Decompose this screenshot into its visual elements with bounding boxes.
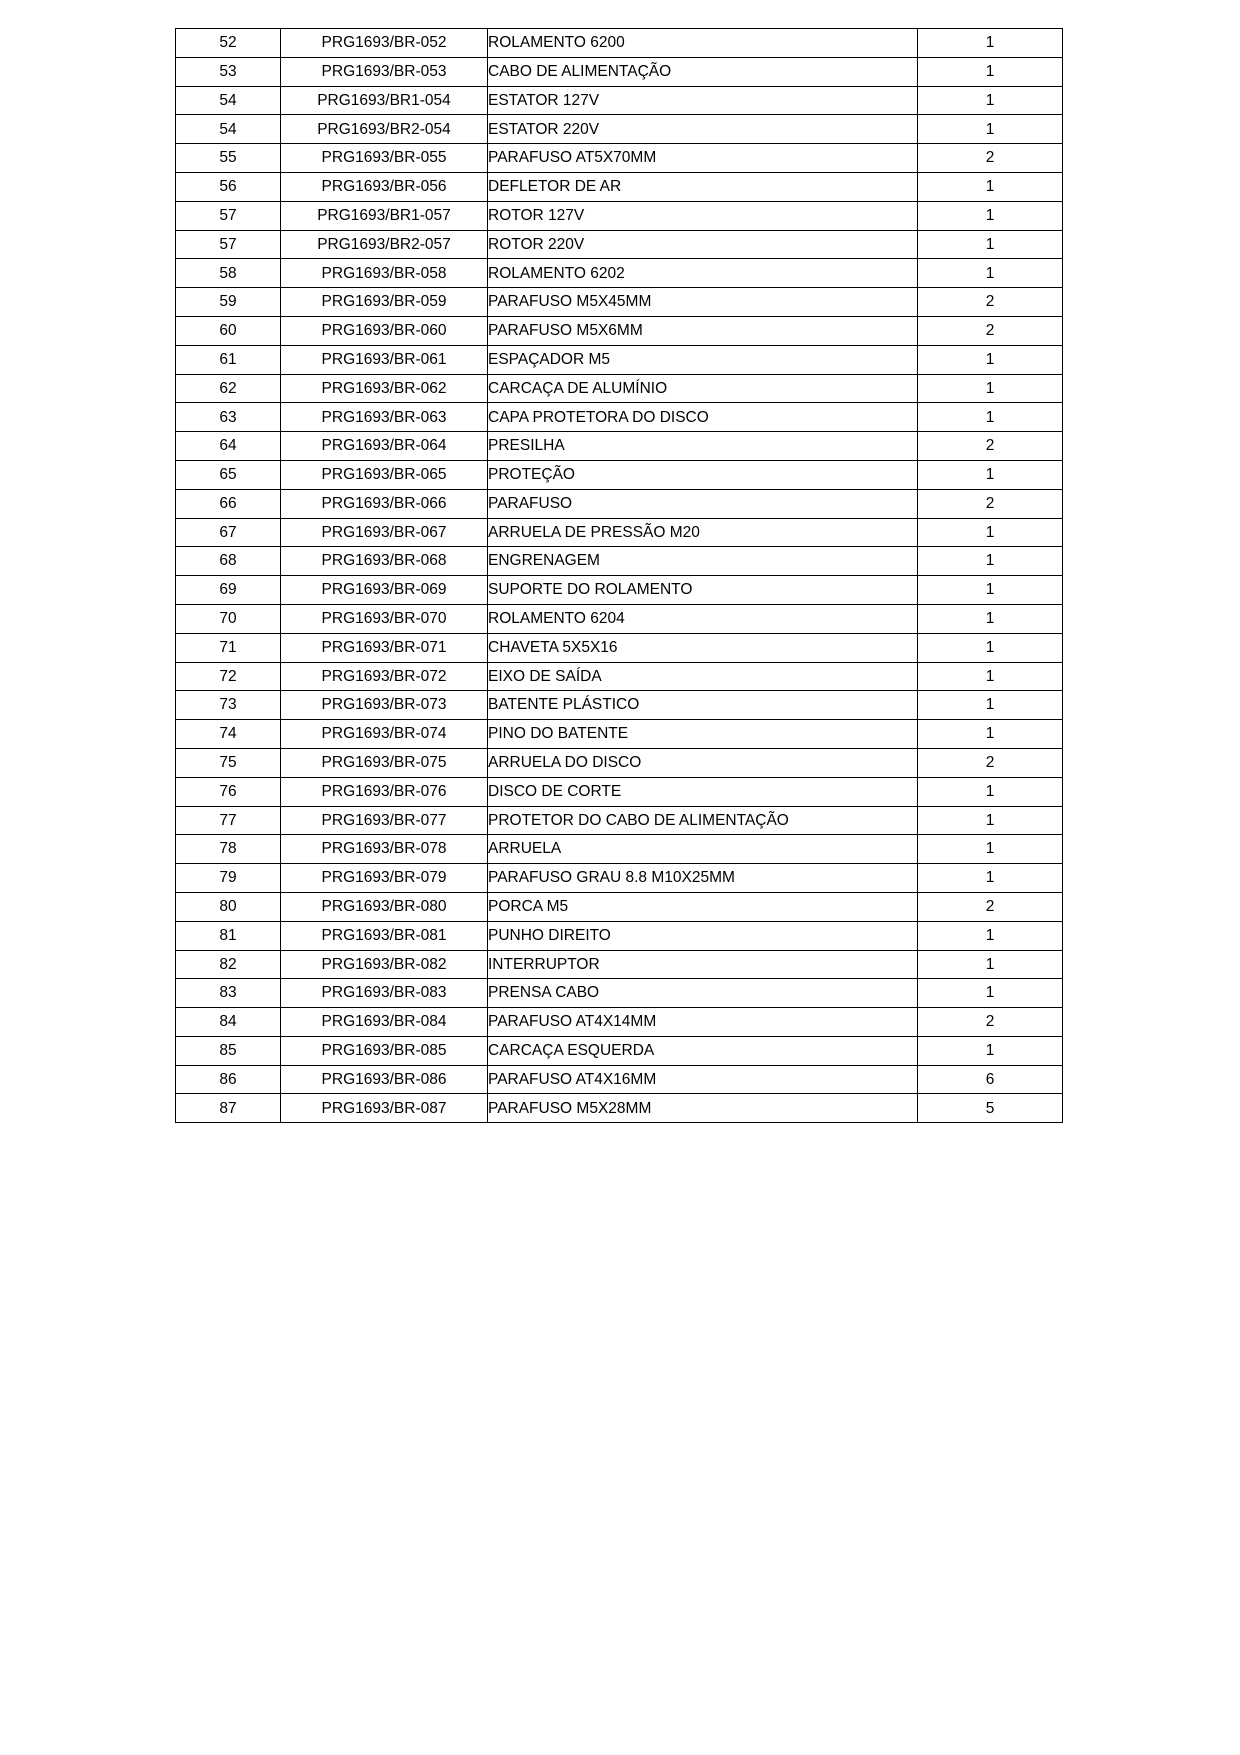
code-cell: PRG1693/BR-059 [281,288,488,317]
code-cell: PRG1693/BR-064 [281,432,488,461]
qty-cell: 1 [918,403,1063,432]
qty-cell: 2 [918,432,1063,461]
table-row [176,345,1063,374]
table-row [176,835,1063,864]
item-cell: 53 [176,57,281,86]
qty-cell: 1 [918,230,1063,259]
qty-cell: 1 [918,1036,1063,1065]
table-row [176,633,1063,662]
qty-cell: 1 [918,835,1063,864]
qty-cell: 1 [918,864,1063,893]
table-row [176,460,1063,489]
item-cell: 84 [176,1008,281,1037]
table-row [176,720,1063,749]
description-cell: CAPA PROTETORA DO DISCO [488,403,918,432]
table-row [176,259,1063,288]
item-cell: 54 [176,115,281,144]
qty-cell: 1 [918,720,1063,749]
qty-cell: 1 [918,777,1063,806]
item-cell: 63 [176,403,281,432]
qty-cell: 1 [918,29,1063,58]
description-cell: PUNHO DIREITO [488,921,918,950]
table-row [176,777,1063,806]
item-cell: 79 [176,864,281,893]
description-cell: ROTOR 220V [488,230,918,259]
description-cell: PARAFUSO AT4X14MM [488,1008,918,1037]
table-row [176,864,1063,893]
qty-cell: 1 [918,86,1063,115]
parts-table [175,28,1063,1123]
description-cell: ROTOR 127V [488,201,918,230]
table-row [176,201,1063,230]
qty-cell: 1 [918,460,1063,489]
qty-cell: 2 [918,489,1063,518]
table-row [176,86,1063,115]
item-cell: 82 [176,950,281,979]
qty-cell: 1 [918,345,1063,374]
qty-cell: 1 [918,633,1063,662]
description-cell: PRENSA CABO [488,979,918,1008]
description-cell: ARRUELA [488,835,918,864]
item-cell: 69 [176,576,281,605]
item-cell: 54 [176,86,281,115]
table-row [176,1008,1063,1037]
code-cell: PRG1693/BR-058 [281,259,488,288]
table-row [176,316,1063,345]
item-cell: 61 [176,345,281,374]
code-cell: PRG1693/BR2-054 [281,115,488,144]
item-cell: 57 [176,201,281,230]
item-cell: 80 [176,892,281,921]
table-row [176,662,1063,691]
code-cell: PRG1693/BR-078 [281,835,488,864]
qty-cell: 2 [918,316,1063,345]
table-row [176,288,1063,317]
qty-cell: 1 [918,806,1063,835]
item-cell: 81 [176,921,281,950]
description-cell: ENGRENAGEM [488,547,918,576]
table-row [176,806,1063,835]
code-cell: PRG1693/BR-063 [281,403,488,432]
description-cell: ESTATOR 220V [488,115,918,144]
description-cell: ROLAMENTO 6200 [488,29,918,58]
qty-cell: 6 [918,1065,1063,1094]
qty-cell: 1 [918,57,1063,86]
parts-table-body [176,29,1063,1123]
code-cell: PRG1693/BR-074 [281,720,488,749]
code-cell: PRG1693/BR1-054 [281,86,488,115]
description-cell: PROTEÇÃO [488,460,918,489]
description-cell: ESTATOR 127V [488,86,918,115]
qty-cell: 1 [918,259,1063,288]
table-row [176,403,1063,432]
code-cell: PRG1693/BR-084 [281,1008,488,1037]
code-cell: PRG1693/BR-080 [281,892,488,921]
item-cell: 78 [176,835,281,864]
table-row [176,748,1063,777]
item-cell: 66 [176,489,281,518]
code-cell: PRG1693/BR-076 [281,777,488,806]
code-cell: PRG1693/BR-073 [281,691,488,720]
item-cell: 55 [176,144,281,173]
code-cell: PRG1693/BR-056 [281,172,488,201]
qty-cell: 1 [918,518,1063,547]
table-row [176,1036,1063,1065]
qty-cell: 2 [918,288,1063,317]
qty-cell: 5 [918,1094,1063,1123]
table-row [176,979,1063,1008]
qty-cell: 1 [918,115,1063,144]
qty-cell: 1 [918,576,1063,605]
code-cell: PRG1693/BR-077 [281,806,488,835]
description-cell: PARAFUSO AT5X70MM [488,144,918,173]
description-cell: PARAFUSO M5X6MM [488,316,918,345]
table-row [176,950,1063,979]
code-cell: PRG1693/BR-079 [281,864,488,893]
description-cell: ARRUELA DE PRESSÃO M20 [488,518,918,547]
code-cell: PRG1693/BR-066 [281,489,488,518]
table-row [176,576,1063,605]
description-cell: ROLAMENTO 6204 [488,604,918,633]
item-cell: 75 [176,748,281,777]
table-row [176,604,1063,633]
code-cell: PRG1693/BR-067 [281,518,488,547]
description-cell: PRESILHA [488,432,918,461]
qty-cell: 2 [918,892,1063,921]
item-cell: 77 [176,806,281,835]
item-cell: 62 [176,374,281,403]
description-cell: ROLAMENTO 6202 [488,259,918,288]
description-cell: ARRUELA DO DISCO [488,748,918,777]
qty-cell: 1 [918,201,1063,230]
qty-cell: 1 [918,547,1063,576]
description-cell: DISCO DE CORTE [488,777,918,806]
item-cell: 68 [176,547,281,576]
description-cell: PARAFUSO [488,489,918,518]
description-cell: DEFLETOR DE AR [488,172,918,201]
table-row [176,144,1063,173]
qty-cell: 1 [918,604,1063,633]
qty-cell: 1 [918,979,1063,1008]
code-cell: PRG1693/BR-052 [281,29,488,58]
table-row [176,892,1063,921]
code-cell: PRG1693/BR-086 [281,1065,488,1094]
code-cell: PRG1693/BR-072 [281,662,488,691]
code-cell: PRG1693/BR-075 [281,748,488,777]
table-row [176,432,1063,461]
code-cell: PRG1693/BR-082 [281,950,488,979]
description-cell: CARCAÇA DE ALUMÍNIO [488,374,918,403]
table-row [176,691,1063,720]
item-cell: 67 [176,518,281,547]
table-row [176,29,1063,58]
description-cell: PARAFUSO M5X28MM [488,1094,918,1123]
item-cell: 65 [176,460,281,489]
description-cell: SUPORTE DO ROLAMENTO [488,576,918,605]
description-cell: CABO DE ALIMENTAÇÃO [488,57,918,86]
code-cell: PRG1693/BR-071 [281,633,488,662]
qty-cell: 1 [918,691,1063,720]
item-cell: 60 [176,316,281,345]
qty-cell: 1 [918,172,1063,201]
table-row [176,1094,1063,1123]
description-cell: PARAFUSO GRAU 8.8 M10X25MM [488,864,918,893]
table-row [176,230,1063,259]
qty-cell: 1 [918,950,1063,979]
item-cell: 64 [176,432,281,461]
code-cell: PRG1693/BR-065 [281,460,488,489]
code-cell: PRG1693/BR-081 [281,921,488,950]
code-cell: PRG1693/BR-060 [281,316,488,345]
code-cell: PRG1693/BR-053 [281,57,488,86]
item-cell: 85 [176,1036,281,1065]
code-cell: PRG1693/BR-083 [281,979,488,1008]
item-cell: 86 [176,1065,281,1094]
item-cell: 52 [176,29,281,58]
description-cell: PINO DO BATENTE [488,720,918,749]
code-cell: PRG1693/BR1-057 [281,201,488,230]
code-cell: PRG1693/BR-069 [281,576,488,605]
item-cell: 58 [176,259,281,288]
description-cell: EIXO DE SAÍDA [488,662,918,691]
qty-cell: 1 [918,921,1063,950]
description-cell: CARCAÇA ESQUERDA [488,1036,918,1065]
code-cell: PRG1693/BR-068 [281,547,488,576]
description-cell: PORCA M5 [488,892,918,921]
description-cell: INTERRUPTOR [488,950,918,979]
table-row [176,115,1063,144]
description-cell: CHAVETA 5X5X16 [488,633,918,662]
description-cell: ESPAÇADOR M5 [488,345,918,374]
table-row [176,547,1063,576]
item-cell: 76 [176,777,281,806]
qty-cell: 2 [918,1008,1063,1037]
code-cell: PRG1693/BR2-057 [281,230,488,259]
description-cell: BATENTE PLÁSTICO [488,691,918,720]
table-row [176,172,1063,201]
item-cell: 70 [176,604,281,633]
description-cell: PARAFUSO M5X45MM [488,288,918,317]
item-cell: 56 [176,172,281,201]
qty-cell: 2 [918,144,1063,173]
item-cell: 87 [176,1094,281,1123]
table-row [176,518,1063,547]
code-cell: PRG1693/BR-085 [281,1036,488,1065]
code-cell: PRG1693/BR-061 [281,345,488,374]
table-row [176,489,1063,518]
code-cell: PRG1693/BR-055 [281,144,488,173]
qty-cell: 1 [918,374,1063,403]
item-cell: 59 [176,288,281,317]
description-cell: PARAFUSO AT4X16MM [488,1065,918,1094]
item-cell: 57 [176,230,281,259]
table-row [176,1065,1063,1094]
code-cell: PRG1693/BR-070 [281,604,488,633]
item-cell: 72 [176,662,281,691]
item-cell: 73 [176,691,281,720]
code-cell: PRG1693/BR-062 [281,374,488,403]
item-cell: 83 [176,979,281,1008]
item-cell: 74 [176,720,281,749]
table-row [176,921,1063,950]
item-cell: 71 [176,633,281,662]
table-row [176,374,1063,403]
description-cell: PROTETOR DO CABO DE ALIMENTAÇÃO [488,806,918,835]
qty-cell: 2 [918,748,1063,777]
table-row [176,57,1063,86]
code-cell: PRG1693/BR-087 [281,1094,488,1123]
qty-cell: 1 [918,662,1063,691]
